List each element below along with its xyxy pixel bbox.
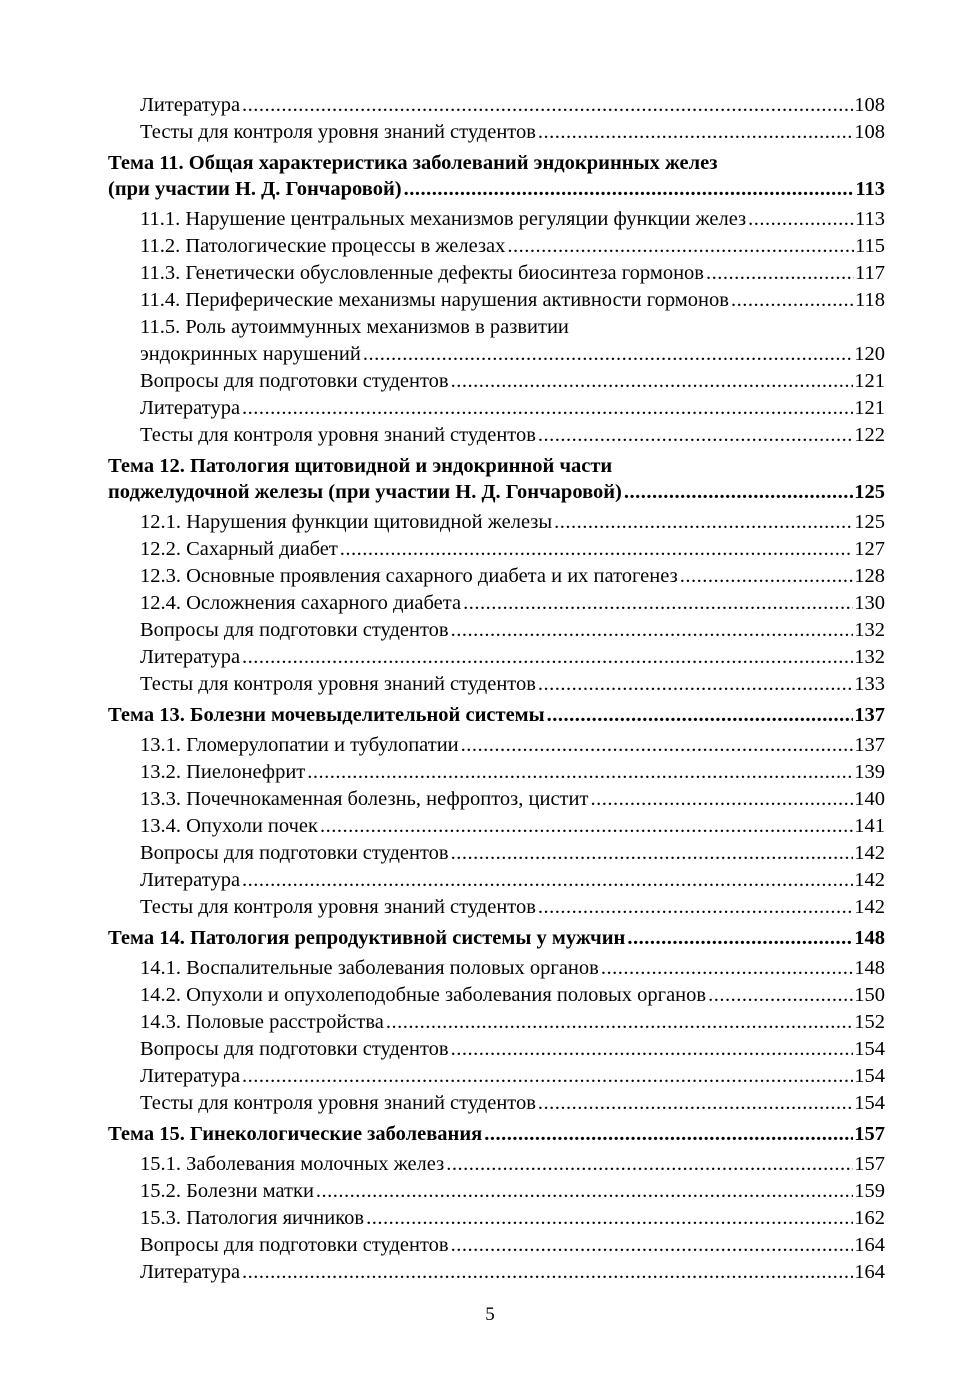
toc-entry[interactable]	[0, 233, 980, 260]
toc-entry-page: 130	[854, 592, 885, 614]
dot-leader	[538, 1090, 853, 1117]
toc-entry-title: Тесты для контроля уровня знаний студентов	[140, 1092, 536, 1114]
toc-entry-title: Литература	[140, 869, 241, 891]
dot-leader	[340, 536, 853, 563]
toc-entry-page: 121	[854, 370, 885, 392]
toc-entry[interactable]	[0, 759, 980, 786]
toc-entry-page: 128	[854, 565, 885, 587]
toc-entry-title: 14.1. Воспалительные заболевания половых органов	[140, 957, 599, 979]
toc-entry-page: 115	[855, 235, 885, 257]
dot-leader	[307, 759, 853, 786]
toc-entry[interactable]	[0, 1232, 980, 1259]
toc-entry-title: 12.1. Нарушения функции щитовидной железы	[140, 511, 553, 533]
dot-leader	[484, 1121, 853, 1147]
dot-leader	[451, 1036, 854, 1063]
dot-leader	[451, 840, 854, 867]
toc-entry[interactable]	[0, 206, 980, 233]
dot-leader	[601, 955, 853, 982]
toc-entry-title: Вопросы для подготовки студентов	[140, 1038, 449, 1060]
dot-leader	[451, 617, 854, 644]
toc-entry-page: 121	[854, 397, 885, 419]
dot-leader	[242, 1259, 853, 1286]
toc-entry[interactable]	[0, 813, 980, 840]
dot-leader	[590, 786, 853, 813]
dot-leader	[316, 1178, 853, 1205]
dot-leader	[731, 287, 854, 314]
toc-entry-title: Вопросы для подготовки студентов	[140, 842, 449, 864]
toc-entry-title: Тема 13. Болезни мочевыделительной системы	[108, 704, 545, 726]
toc-entry-title: 15.2. Болезни матки	[140, 1180, 314, 1202]
toc-entry-title: поджелудочной железы (при участии Н. Д. Гончаровой)	[108, 481, 622, 503]
dot-leader	[451, 1232, 854, 1259]
toc-entry-page: 154	[854, 1065, 885, 1087]
toc-entry-title: 12.3. Основные проявления сахарного диабета и их патогенез	[140, 565, 678, 587]
toc-entry[interactable]	[0, 644, 980, 671]
toc-entry[interactable]	[0, 617, 980, 644]
toc-entry[interactable]	[0, 536, 980, 563]
toc-entry-page: 157	[854, 1153, 885, 1175]
toc-entry-title: (при участии Н. Д. Гончаровой)	[108, 178, 402, 200]
toc-chapter-entry[interactable]	[0, 925, 980, 951]
dot-leader	[366, 1205, 853, 1232]
dot-leader	[680, 563, 854, 590]
table-of-contents	[0, 92, 980, 1286]
toc-entry-title: Тесты для контроля уровня знаний студентов	[140, 896, 536, 918]
toc-entry[interactable]	[0, 1259, 980, 1286]
toc-entry-page: 132	[854, 646, 885, 668]
toc-entry-title: Тема 14. Патология репродуктивной системы у мужчин	[108, 927, 626, 949]
toc-entry-page: 108	[854, 121, 885, 143]
dot-leader	[386, 1009, 853, 1036]
toc-entry-page: 157	[854, 1123, 885, 1145]
toc-entry-title: Вопросы для подготовки студентов	[140, 619, 449, 641]
dot-leader	[507, 233, 854, 260]
toc-entry-title: 11.4. Периферические механизмы нарушения активности гормонов	[140, 289, 729, 311]
dot-leader	[451, 368, 854, 395]
toc-entry-title: Вопросы для подготовки студентов	[140, 1234, 449, 1256]
dot-leader	[320, 813, 853, 840]
toc-entry-page: 120	[854, 343, 885, 365]
dot-leader	[404, 176, 855, 202]
toc-entry[interactable]	[0, 1009, 980, 1036]
toc-entry-page: 113	[855, 208, 885, 230]
dot-leader	[748, 206, 854, 233]
toc-entry[interactable]	[0, 287, 980, 314]
toc-entry-page: 150	[854, 984, 885, 1006]
toc-entry[interactable]	[0, 1036, 980, 1063]
dot-leader	[538, 119, 853, 146]
dot-leader	[554, 509, 853, 536]
toc-entry-title: 13.2. Пиелонефрит	[140, 761, 306, 783]
toc-entry[interactable]	[0, 590, 980, 617]
dot-leader	[706, 260, 854, 287]
toc-entry-page: 154	[854, 1038, 885, 1060]
toc-entry-page: 141	[854, 815, 885, 837]
toc-entry-title: 13.4. Опухоли почек	[140, 815, 318, 837]
toc-entry-title: 14.2. Опухоли и опухолеподобные заболевания половых органов	[140, 984, 707, 1006]
toc-entry-page: 113	[855, 178, 885, 200]
toc-entry[interactable]	[0, 1178, 980, 1205]
toc-entry-page: 142	[854, 896, 885, 918]
toc-chapter-entry[interactable]	[0, 176, 980, 202]
toc-entry-title: Тесты для контроля уровня знаний студентов	[140, 673, 536, 695]
toc-entry-page: 142	[854, 869, 885, 891]
toc-entry[interactable]	[0, 894, 980, 921]
toc-entry-title: 12.2. Сахарный диабет	[140, 538, 338, 560]
dot-leader	[708, 982, 853, 1009]
toc-entry-title: Литература	[140, 1261, 241, 1283]
toc-entry-title: Тесты для контроля уровня знаний студентов	[140, 121, 536, 143]
toc-entry-page: 148	[854, 957, 885, 979]
toc-entry-title: Литература	[140, 94, 241, 116]
toc-entry[interactable]	[0, 955, 980, 982]
page-number: 5	[485, 1304, 495, 1325]
toc-entry-page: 132	[854, 619, 885, 641]
dot-leader	[242, 867, 853, 894]
toc-entry-title: Литература	[140, 646, 241, 668]
toc-entry[interactable]	[0, 341, 980, 368]
toc-entry[interactable]	[0, 1205, 980, 1232]
toc-entry-title: Вопросы для подготовки студентов	[140, 370, 449, 392]
dot-leader	[538, 422, 853, 449]
toc-entry-page: 152	[854, 1011, 885, 1033]
toc-entry-title-line: 11.5. Роль аутоиммунных механизмов в развитии	[140, 316, 569, 338]
toc-entry-page: 108	[854, 94, 885, 116]
toc-entry-page: 162	[854, 1207, 885, 1229]
toc-entry-page: 133	[854, 673, 885, 695]
toc-entry[interactable]	[0, 840, 980, 867]
toc-entry-page: 154	[854, 1092, 885, 1114]
toc-entry-page: 164	[854, 1234, 885, 1256]
toc-entry-page: 125	[854, 511, 885, 533]
dot-leader	[461, 732, 854, 759]
toc-entry-page: 142	[854, 842, 885, 864]
toc-entry[interactable]	[0, 982, 980, 1009]
toc-entry-page: 125	[854, 481, 885, 503]
toc-entry[interactable]	[0, 509, 980, 536]
toc-entry[interactable]	[0, 1151, 980, 1178]
toc-chapter-entry[interactable]	[0, 479, 980, 505]
dot-leader	[627, 925, 853, 951]
toc-entry-page: 118	[855, 289, 885, 311]
toc-entry[interactable]	[0, 395, 980, 422]
toc-entry-title: 13.1. Гломерулопатии и тубулопатии	[140, 734, 459, 756]
toc-entry-page: 127	[854, 538, 885, 560]
dot-leader	[463, 590, 853, 617]
toc-entry[interactable]	[0, 422, 980, 449]
toc-entry[interactable]	[0, 1090, 980, 1117]
toc-entry-page: 137	[854, 704, 885, 726]
toc-entry[interactable]	[0, 92, 980, 119]
toc-entry[interactable]	[0, 786, 980, 813]
dot-leader	[242, 395, 853, 422]
toc-entry-title: 15.1. Заболевания молочных желез	[140, 1153, 445, 1175]
toc-entry[interactable]	[0, 1063, 980, 1090]
toc-entry[interactable]	[0, 671, 980, 698]
toc-entry-page: 148	[854, 927, 885, 949]
dot-leader	[242, 1063, 853, 1090]
chapter-title-line: Тема 11. Общая характеристика заболеваний эндокринных желез	[108, 152, 718, 174]
dot-leader	[446, 1151, 853, 1178]
toc-entry-title: эндокринных нарушений	[140, 343, 361, 365]
toc-entry-title: Тесты для контроля уровня знаний студентов	[140, 424, 536, 446]
toc-chapter-entry[interactable]	[0, 702, 980, 728]
toc-entry-page: 122	[854, 424, 885, 446]
toc-chapter-entry[interactable]	[0, 1121, 980, 1147]
toc-entry-title: Литература	[140, 1065, 241, 1087]
dot-leader	[242, 92, 853, 119]
toc-entry-title: 14.3. Половые расстройства	[140, 1011, 384, 1033]
toc-entry-title: Литература	[140, 397, 241, 419]
dot-leader	[538, 894, 853, 921]
toc-entry[interactable]	[0, 867, 980, 894]
toc-entry-page: 140	[854, 788, 885, 810]
toc-entry-page: 159	[854, 1180, 885, 1202]
toc-entry-title: 15.3. Патология яичников	[140, 1207, 365, 1229]
dot-leader	[547, 702, 854, 728]
dot-leader	[242, 644, 853, 671]
toc-entry[interactable]	[0, 732, 980, 759]
toc-entry-title: 12.4. Осложнения сахарного диабета	[140, 592, 462, 614]
toc-entry[interactable]	[0, 119, 980, 146]
toc-entry[interactable]	[0, 563, 980, 590]
toc-entry-page: 137	[854, 734, 885, 756]
toc-entry-title: 11.1. Нарушение центральных механизмов регуляции функции желез	[140, 208, 747, 230]
dot-leader	[363, 341, 853, 368]
toc-entry[interactable]	[0, 368, 980, 395]
toc-entry-page: 117	[855, 262, 885, 284]
toc-entry-page: 164	[854, 1261, 885, 1283]
toc-entry-title: 13.3. Почечнокаменная болезнь, нефроптоз, цистит	[140, 788, 589, 810]
chapter-title-line: Тема 12. Патология щитовидной и эндокринной части	[108, 455, 613, 477]
toc-entry[interactable]	[0, 260, 980, 287]
dot-leader	[538, 671, 853, 698]
toc-entry-title: 11.3. Генетически обусловленные дефекты биосинтеза гормонов	[140, 262, 704, 284]
toc-entry-page: 139	[854, 761, 885, 783]
toc-entry-title: Тема 15. Гинекологические заболевания	[108, 1123, 483, 1145]
dot-leader	[624, 479, 853, 505]
toc-entry-title: 11.2. Патологические процессы в железах	[140, 235, 506, 257]
